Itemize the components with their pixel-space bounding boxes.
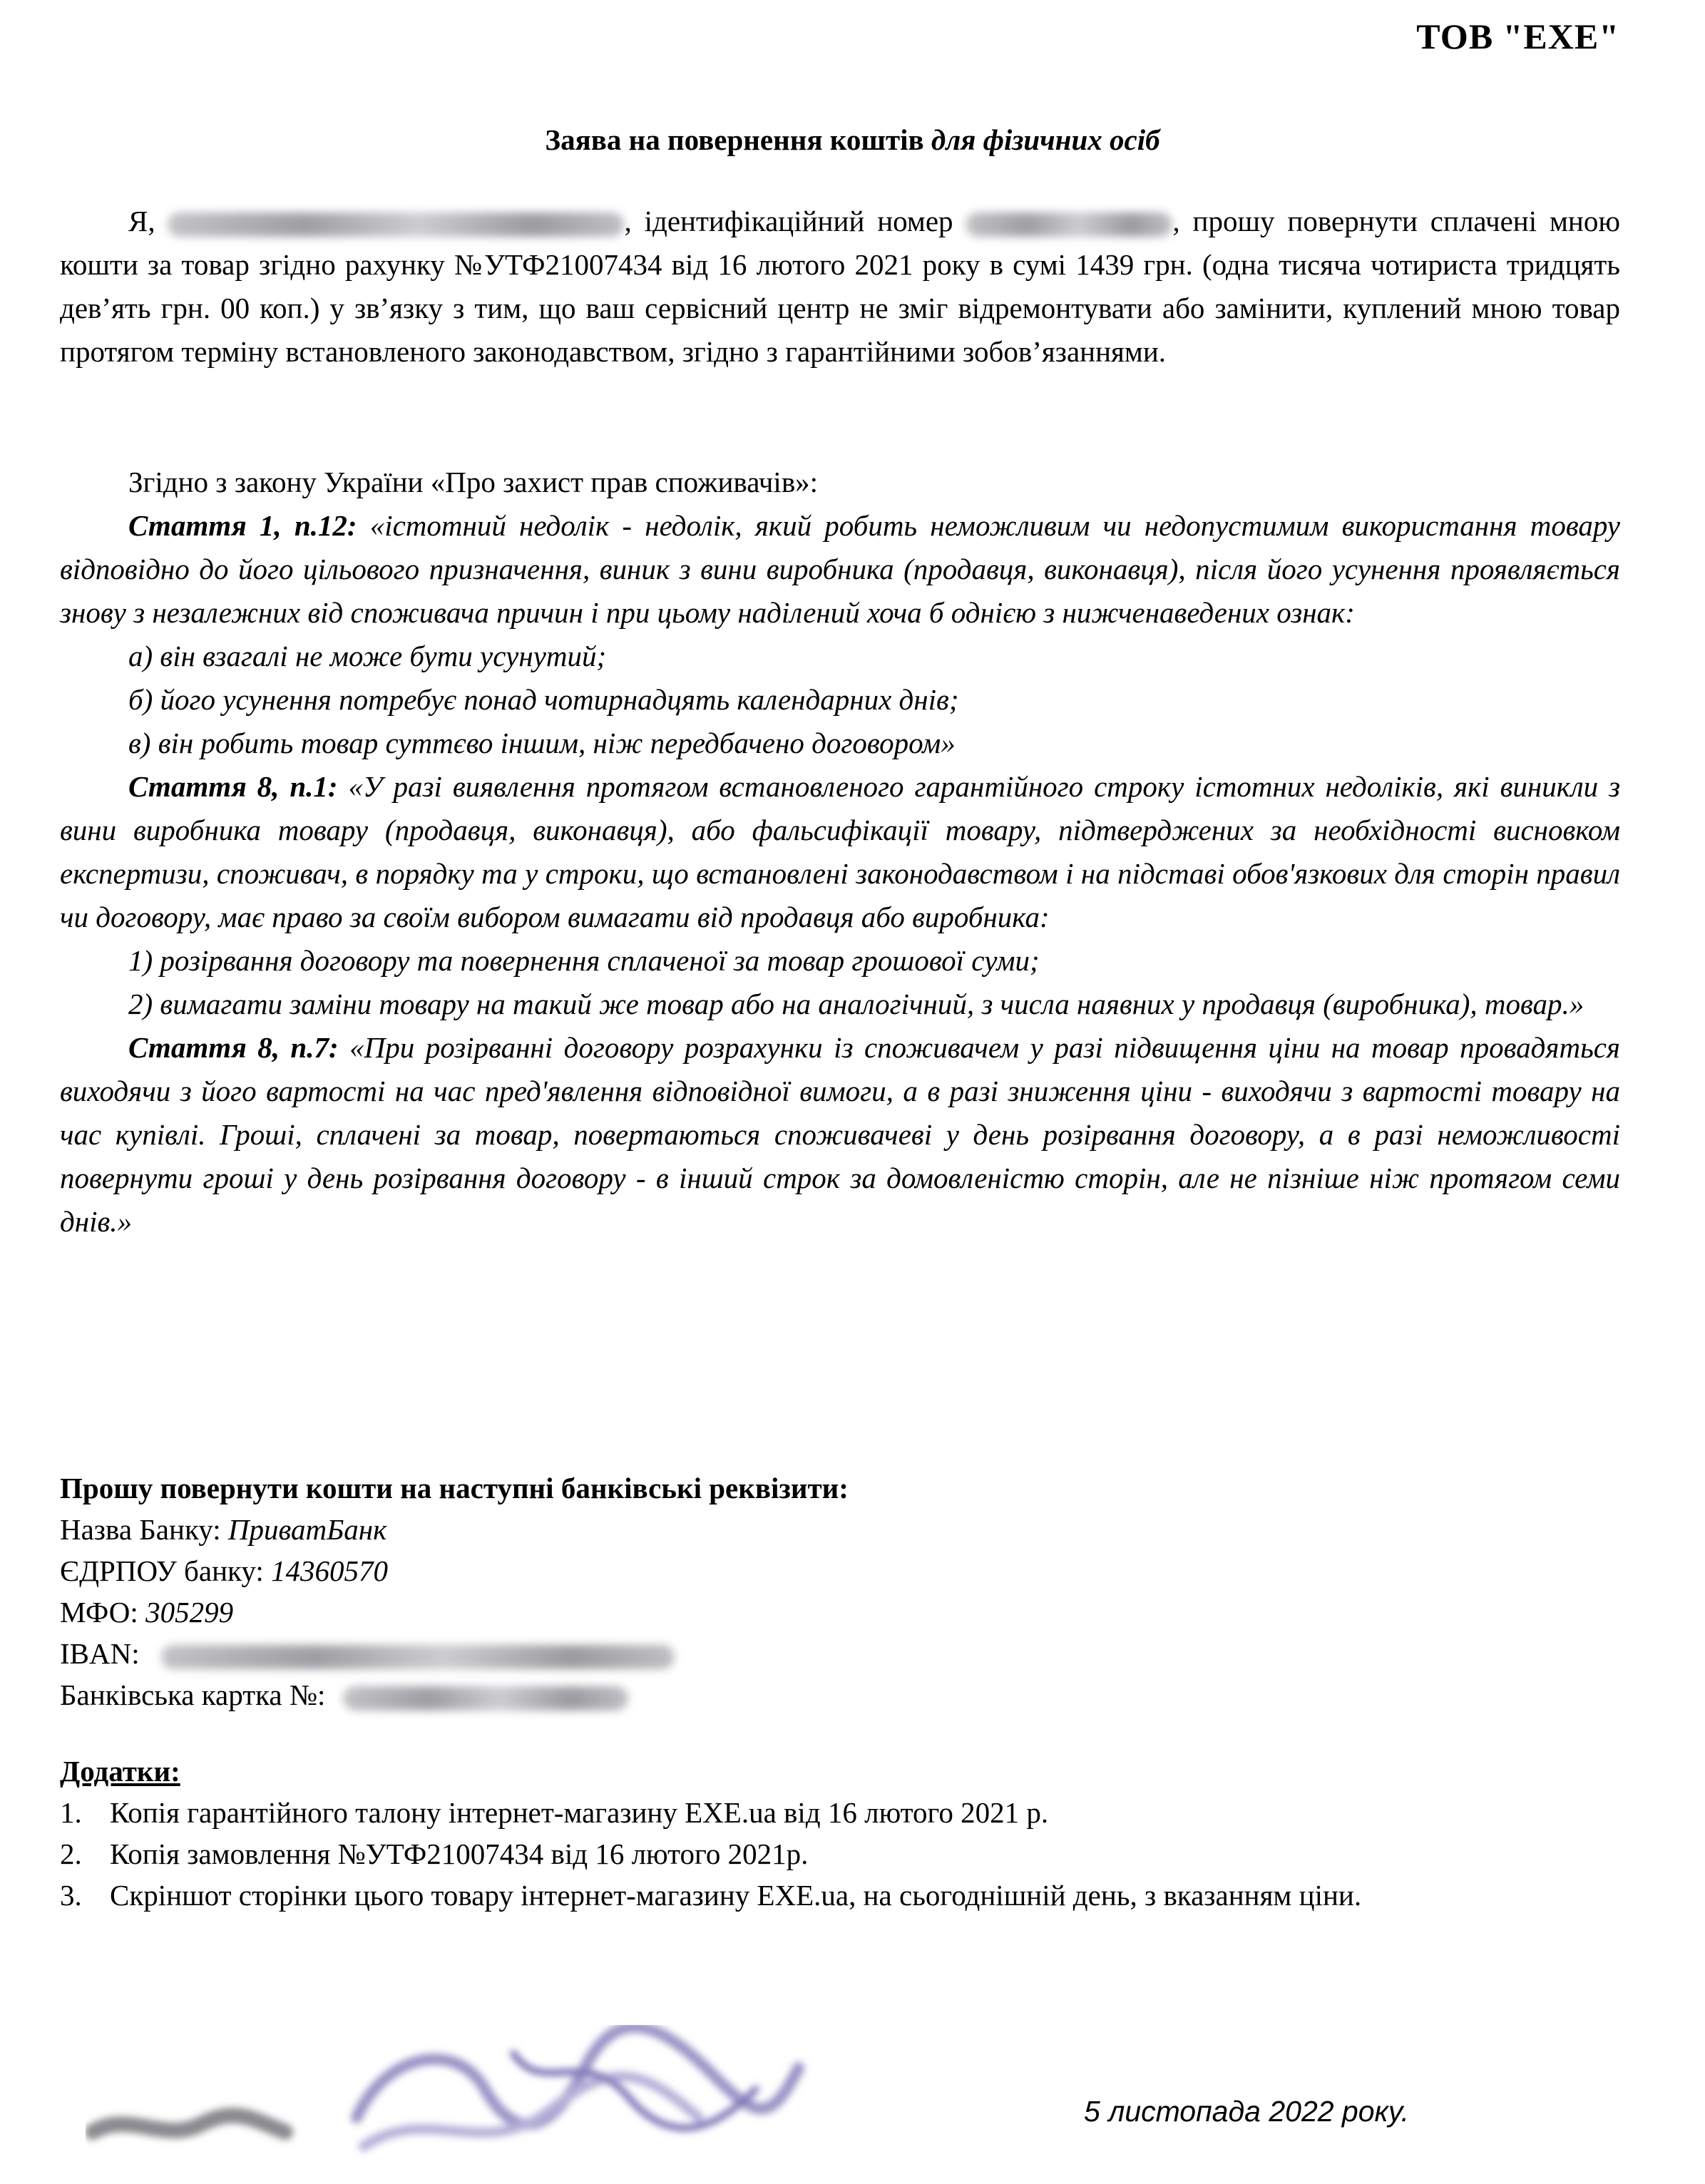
attachments-list <box>60 1792 1620 1916</box>
redacted-name <box>168 212 624 237</box>
request-id-label: ідентифікаційний номер <box>644 205 953 237</box>
article-8-1-text: «У разі виявлення протягом встановленого гарантійного строку істотних недоліків, які виникли з вини виробника товару (продавця, виконавця), або фальсифікації товару, підтверджених за необхідності висновком експертизи, споживач, в порядку та у строки, що встановлені законодавством і на підставі обов'язкових для сторін правил чи договору, має право за своїм вибором вимагати від продавця або виробника: <box>60 770 1621 933</box>
article-8-1-paragraph <box>60 765 1620 939</box>
article-8-7-paragraph <box>60 1026 1620 1244</box>
bank-heading: Прошу повернути кошти на наступні банківські реквізити: <box>60 1472 849 1504</box>
article-8-7-text: «При розірванні договору розрахунки із споживачем у разі підвищення ціни на товар провадяться виходячи з його вартості на час пред'явлення відповідної вимоги, а в разі зниження ціни - виходячи з вартості товару на час купівлі. Гроші, сплачені за товар, повертаються споживачеві у день розірвання договору, а в разі неможливості повернути гроші у день розірвання договору - в інший строк за домовленістю сторін, але не пізніше ніж протягом семи днів.» <box>60 1031 1620 1238</box>
article-1-text: «істотний недолік - недолік, який робить неможливим чи недопустимим використання товару відповідно до його цільового призначення, виник з вини виробника (продавця, виконавця), після його усунення проявляється знову з незалежних від споживача причин і при цьому наділений хоча б однією з нижченаведених ознак: <box>60 509 1620 629</box>
redacted-card-number <box>343 1686 628 1711</box>
redacted-iban <box>161 1645 675 1669</box>
bank-name-row: Назва Банку: ПриватБанк <box>60 1513 387 1546</box>
request-paragraph: Я, , ідентифікаційний номер , прошу повернути сплачені мною кошти за товар згідно рахунку №УТФ21007434 від 16 лютого 2021 року в сумі 1439 грн. (одна тисяча чотириста тридцять дев’ять грн. 00 коп.) у зв’язку з тим, що ваш сервісний центр не зміг відремонтувати або замінити, куплений мною товар протягом терміну встановленого законодавством, згідно з гарантійними зобов’язаннями. <box>60 205 1620 368</box>
document-title <box>0 123 1705 157</box>
attachment-item: 2. Копія замовлення №УТФ21007434 від 16 лютого 2021р. <box>60 1837 809 1870</box>
document-date: 5 листопада 2022 року. <box>1084 2095 1410 2128</box>
attachment-item: 1. Копія гарантійного талону інтернет-магазину EXE.ua від 16 лютого 2021 р. <box>60 1796 1049 1829</box>
attachment-item: 3. Скріншот сторінки цього товару інтернет-магазину EXE.ua, на сьогоднішній день, з вказанням ціни. <box>60 1879 1362 1912</box>
title-main: Заява на повернення коштів <box>545 123 924 156</box>
request-ya: Я, <box>128 205 155 237</box>
title-italic: для фізичних осіб <box>931 123 1160 156</box>
bank-name-value: ПриватБанк <box>227 1513 387 1546</box>
bank-edrpou-value: 14360570 <box>270 1554 388 1587</box>
article-1-paragraph <box>60 504 1620 635</box>
attachments-heading: Додатки: <box>60 1755 180 1788</box>
law-section <box>60 461 1620 1244</box>
article-1-item: в) він робить товар суттєво іншим, ніж передбачено договором» <box>128 727 956 759</box>
bank-mfo-value: 305299 <box>145 1596 234 1629</box>
bank-iban-row: IBAN: <box>60 1633 1620 1674</box>
article-8-1-item: 1) розірвання договору та повернення сплаченої за товар грошової суми; <box>128 944 1040 977</box>
bank-edrpou-row: ЄДРПОУ банку: 14360570 <box>60 1554 388 1587</box>
law-intro: Згідно з закону України «Про захист прав споживачів»: <box>128 466 819 498</box>
recipient-company: ТОВ "EXE" <box>1416 16 1619 56</box>
article-8-7-label: Стаття 8, п.7: <box>128 1031 339 1064</box>
bank-card-row: Банківська картка №: <box>60 1674 1620 1716</box>
article-8-1-label: Стаття 8, п.1: <box>128 770 338 803</box>
bank-mfo-row: МФО: 305299 <box>60 1596 234 1629</box>
attachments-section <box>60 1750 1620 1916</box>
article-8-1-item: 2) вимагати заміни товару на такий же товар або на аналогічний, з числа наявних у продавця (виробника), товар.» <box>128 988 1584 1020</box>
article-1-item: а) він взагалі не може бути усунутий; <box>128 640 607 672</box>
article-1-item: б) його усунення потребує понад чотирнадцять календарних днів; <box>128 683 959 716</box>
signature-image <box>86 2025 841 2168</box>
article-1-label: Стаття 1, п.12: <box>128 509 357 542</box>
bank-details <box>60 1467 1620 1716</box>
request-text: , прошу повернути сплачені мною кошти за товар згідно рахунку №УТФ21007434 від 16 лютого 2021 року в сумі 1439 грн. (одна тисяча чотириста тридцять дев’ять грн. 00 коп.) у зв’язку з тим, що ваш сервісний центр не зміг відремонтувати або замінити, куплений мною товар протягом терміну встановленого законодавством, згідно з гарантійними зобов’язаннями. <box>60 205 1620 368</box>
redacted-id-number <box>966 212 1172 237</box>
